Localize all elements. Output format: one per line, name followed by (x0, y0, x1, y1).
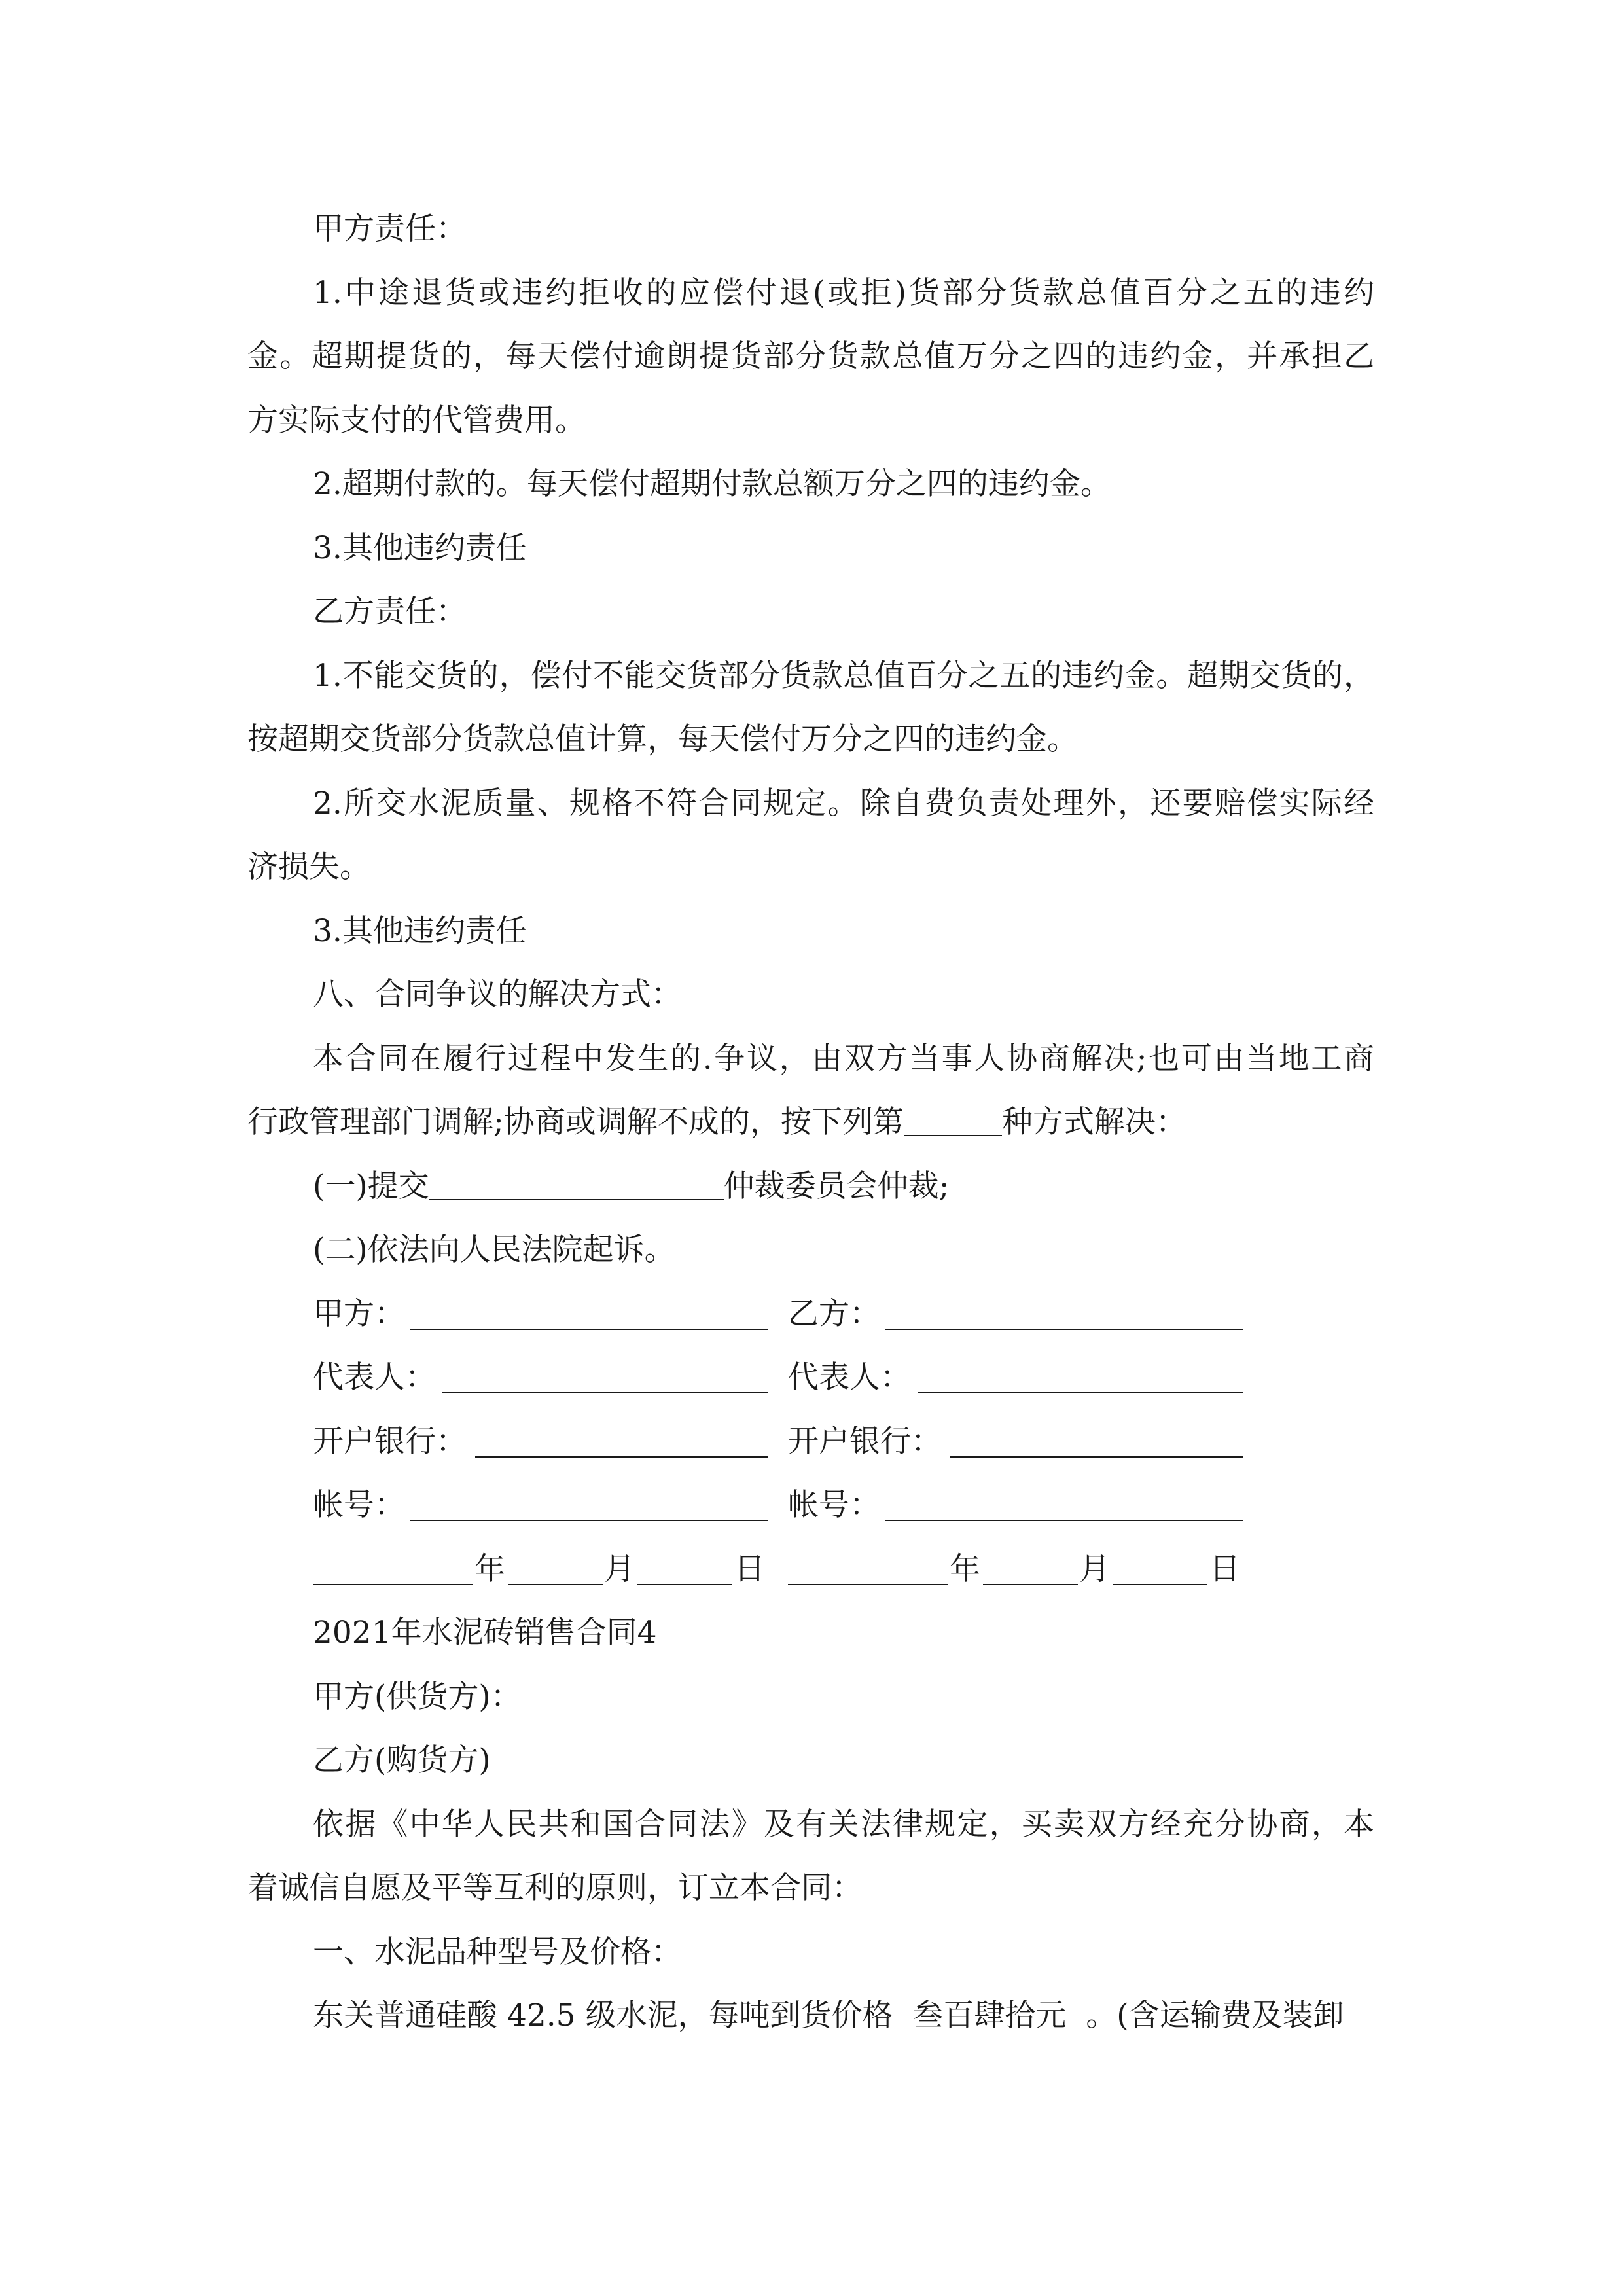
jia-representative-label: 代表人： (313, 1359, 436, 1395)
jia-clause-1-line-3: 方实际支付的代管费用。 (247, 403, 586, 439)
yi-clause-1-line-1: 1.不能交货的，偿付不能交货部分货款总值百分之五的违约金。超期交货的， (313, 658, 1374, 694)
basis-line-1: 依据《中华人民共和国合同法》及有关法律规定，买卖双方经充分协商，本 (313, 1806, 1374, 1842)
signature-representative-row (0, 1358, 1623, 1397)
yi-month-label: 月 (1079, 1551, 1110, 1587)
jia-year-blank (313, 1555, 473, 1585)
signature-party-row (0, 1295, 1623, 1334)
yi-year-blank (788, 1555, 948, 1585)
option-2-line: (二)依法向人民法院起诉。 (313, 1232, 675, 1268)
jia-clause-3: 3.其他违约责任 (313, 530, 527, 566)
jia-clause-2: 2.超期付款的。每天偿付超期付款总额万分之四的违约金。 (313, 466, 1111, 502)
arbitration-commission-blank (429, 1170, 724, 1200)
yi-party-label: 乙方： (788, 1296, 880, 1332)
jia-account-label: 帐号： (313, 1487, 405, 1523)
yi-responsibility-heading: 乙方责任： (313, 594, 467, 630)
yi-clause-2-line-1: 2.所交水泥质量、规格不符合同规定。除自费负责处理外，还要赔偿实际经 (313, 785, 1374, 821)
buyer-label: 乙方(购货方) (313, 1742, 491, 1778)
jia-party-blank (410, 1300, 768, 1330)
yi-bank-blank (950, 1427, 1243, 1458)
jia-responsibility-heading: 甲方责任： (313, 211, 467, 247)
yi-year-label: 年 (950, 1551, 980, 1587)
jia-clause-1-line-2: 金。超期提货的，每天偿付逾朗提货部分货款总值万分之四的违约金，并承担乙 (247, 338, 1374, 374)
yi-month-blank (983, 1555, 1078, 1585)
yi-day-label: 日 (1209, 1551, 1240, 1587)
section-8-line-1: 本合同在履行过程中发生的.争议，由双方当事人协商解决;也可由当地工商 (313, 1041, 1374, 1077)
yi-representative-label: 代表人： (788, 1359, 911, 1395)
yi-clause-2-line-2: 济损失。 (247, 849, 370, 885)
signature-bank-row (0, 1422, 1623, 1462)
jia-bank-label: 开户银行： (313, 1424, 467, 1460)
signature-date-row (0, 1550, 1623, 1589)
signature-account-row (0, 1486, 1623, 1525)
contract-4-title: 2021年水泥砖销售合同4 (313, 1615, 657, 1651)
section-1-heading: 一、水泥品种型号及价格： (313, 1934, 682, 1970)
yi-bank-label: 开户银行： (788, 1424, 942, 1460)
jia-bank-blank (475, 1427, 768, 1458)
jia-party-label: 甲方： (313, 1296, 405, 1332)
supplier-label: 甲方(供货方)： (313, 1679, 522, 1715)
yi-day-blank (1113, 1555, 1207, 1585)
price-line: 东关普通硅酸 42.5 级水泥，每吨到货价格 叁百肆拾元 。(含运输费及装卸 (313, 1998, 1344, 2034)
jia-month-label: 月 (604, 1551, 635, 1587)
jia-clause-1-line-1: 1.中途退货或违约拒收的应偿付退(或拒)货部分货款总值百分之五的违约 (313, 275, 1374, 311)
section-8-heading: 八、合同争议的解决方式： (313, 977, 682, 1013)
yi-account-label: 帐号： (788, 1487, 880, 1523)
option-1-line: (一)提交 仲裁委员会仲裁; (313, 1168, 950, 1204)
yi-party-blank (885, 1300, 1243, 1330)
section-8-line-2: 行政管理部门调解;协商或调解不成的，按下列第 种方式解决： (247, 1104, 1186, 1140)
yi-clause-3: 3.其他违约责任 (313, 913, 527, 949)
yi-clause-1-line-2: 按超期交货部分货款总值计算，每天偿付万分之四的违约金。 (247, 721, 1078, 757)
method-number-blank (904, 1106, 1002, 1136)
jia-month-blank (508, 1555, 603, 1585)
price-amount: 叁百肆拾元 (912, 1998, 1067, 2034)
jia-day-blank (637, 1555, 732, 1585)
basis-line-2: 着诚信自愿及平等互利的原则，订立本合同： (247, 1870, 863, 1906)
jia-day-label: 日 (734, 1551, 765, 1587)
jia-representative-blank (442, 1363, 768, 1393)
jia-year-label: 年 (474, 1551, 505, 1587)
jia-account-blank (410, 1491, 768, 1521)
yi-account-blank (885, 1491, 1243, 1521)
yi-representative-blank (918, 1363, 1243, 1393)
